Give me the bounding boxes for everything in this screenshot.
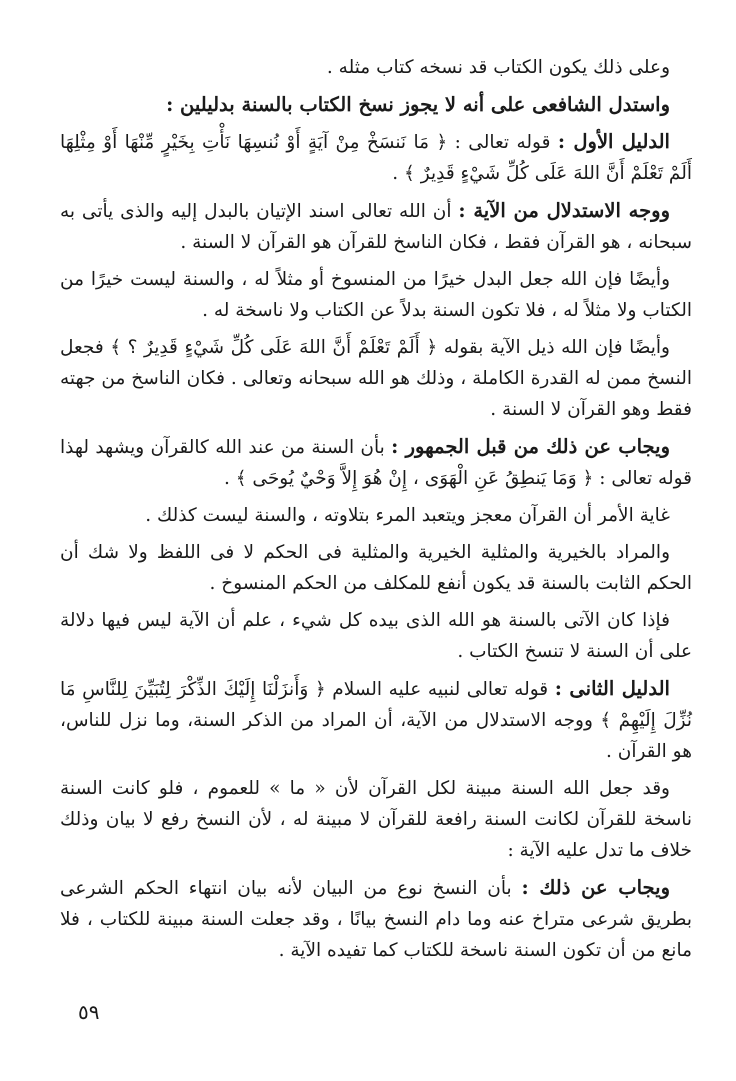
limit-paragraph: غاية الأمر أن القرآن معجز ويتعبد المرء بتلاوته ، والسنة ليست كذلك . — [145, 505, 670, 526]
reply-two-paragraph — [60, 872, 692, 966]
section-heading: واستدل الشافعى على أنه لا يجوز نسخ الكتاب بالسنة بدليلين : — [166, 93, 670, 116]
inference-one-paragraph — [60, 195, 692, 258]
reply-two-label: ويجاب عن ذلك : — [521, 876, 670, 899]
evidence-two-paragraph — [60, 673, 692, 767]
page-number: ٥٩ — [78, 1000, 100, 1024]
evidence-one-text: قوله تعالى : ﴿ مَا نَنسَخْ مِنْ آيَةٍ أَوْ نُنسِهَا نَأْتِ بِخَيْرٍ مِّنْهَا أَوْ مِثْلِهَا أَلَمْ تَعْلَمْ أَنَّ اللهَ عَلَى كُلِّ شَيْءٍ قَدِيرٌ ﴾ . — [60, 132, 692, 184]
reply-one-paragraph — [60, 431, 692, 494]
intro-paragraph: وعلى ذلك يكون الكتاب قد نسخه كتاب مثله . — [326, 57, 670, 78]
evidence-one-label: الدليل الأول : — [557, 130, 670, 153]
reply-one-text: بأن السنة من عند الله كالقرآن ويشهد لهذا قوله تعالى : ﴿ وَمَا يَنطِقُ عَنِ الْهَوَى ، إِنْ هُوَ إِلاَّ وَحْيٌ يُوحَى ﴾ . — [60, 437, 692, 489]
page-body — [60, 52, 692, 972]
evidence-two-label: الدليل الثانى : — [554, 677, 670, 700]
reply-one-label: ويجاب عن ذلك من قبل الجمهور : — [391, 435, 670, 458]
ifso-paragraph: فإذا كان الآتى بالسنة هو الله الذى بيده كل شيء ، علم أن الآية ليس فيها دلالة على أن السنة لا تنسخ الكتاب . — [60, 610, 692, 662]
reply-two-text: بأن النسخ نوع من البيان لأنه بيان انتهاء الحكم الشرعى بطريق شرعى متراخ عنه وما دام النسخ بيانًا ، وقد جعلت السنة مبينة للكتاب ، فلا مانع من أن تكون السنة ناسخة للكتاب كما تفيده الآية . — [60, 878, 692, 961]
evidence-one-paragraph — [60, 126, 692, 189]
also-one-paragraph: وأيضًا فإن الله جعل البدل خيرًا من المنسوخ أو مثلاً له ، والسنة ليست خيرًا من الكتاب ولا مثلاً له ، فلا تكون السنة بدلاً عن الكتاب ولا ناسخة له . — [60, 269, 692, 321]
inference-one-text: أن الله تعالى اسند الإتيان بالبدل إليه والذى يأتى به سبحانه ، هو القرآن فقط ، فكان الناسخ للقرآن هو القرآن لا السنة . — [60, 201, 692, 253]
made-paragraph: وقد جعل الله السنة مبينة لكل القرآن لأن « ما » للعموم ، فلو كانت السنة ناسخة للقرآن لكانت السنة رافعة للقرآن لا مبينة له ، لأن النسخ رفع لا بيان وذلك خلاف ما تدل عليه الآية : — [60, 778, 692, 861]
also-two-paragraph: وأيضًا فإن الله ذيل الآية بقوله ﴿ أَلَمْ تَعْلَمْ أَنَّ اللهَ عَلَى كُلِّ شَيْءٍ قَدِيرٌ ؟ ﴾ فجعل النسخ ممن له القدرة الكاملة ، وذلك هو الله سبحانه وتعالى . فكان الناسخ من جهته فقط وهو القرآن لا السنة . — [60, 337, 692, 420]
meaning-paragraph: والمراد بالخيرية والمثلية الخيرية والمثلية فى الحكم لا فى اللفظ ولا شك أن الحكم الثابت بالسنة قد يكون أنفع للمكلف من الحكم المنسوخ . — [60, 542, 692, 594]
inference-one-label: ووجه الاستدلال من الآية : — [458, 199, 670, 222]
evidence-two-text: قوله تعالى لنبيه عليه السلام ﴿ وَأَنزَلْنَا إِلَيْكَ الذِّكْرَ لِتُبَيِّنَ لِلنَّاسِ مَا نُزِّلَ إِلَيْهِمْ ﴾ ووجه الاستدلال من الآية، أن المراد من الذكر السنة، وما نزل للناس، هو القرآن . — [60, 679, 692, 762]
